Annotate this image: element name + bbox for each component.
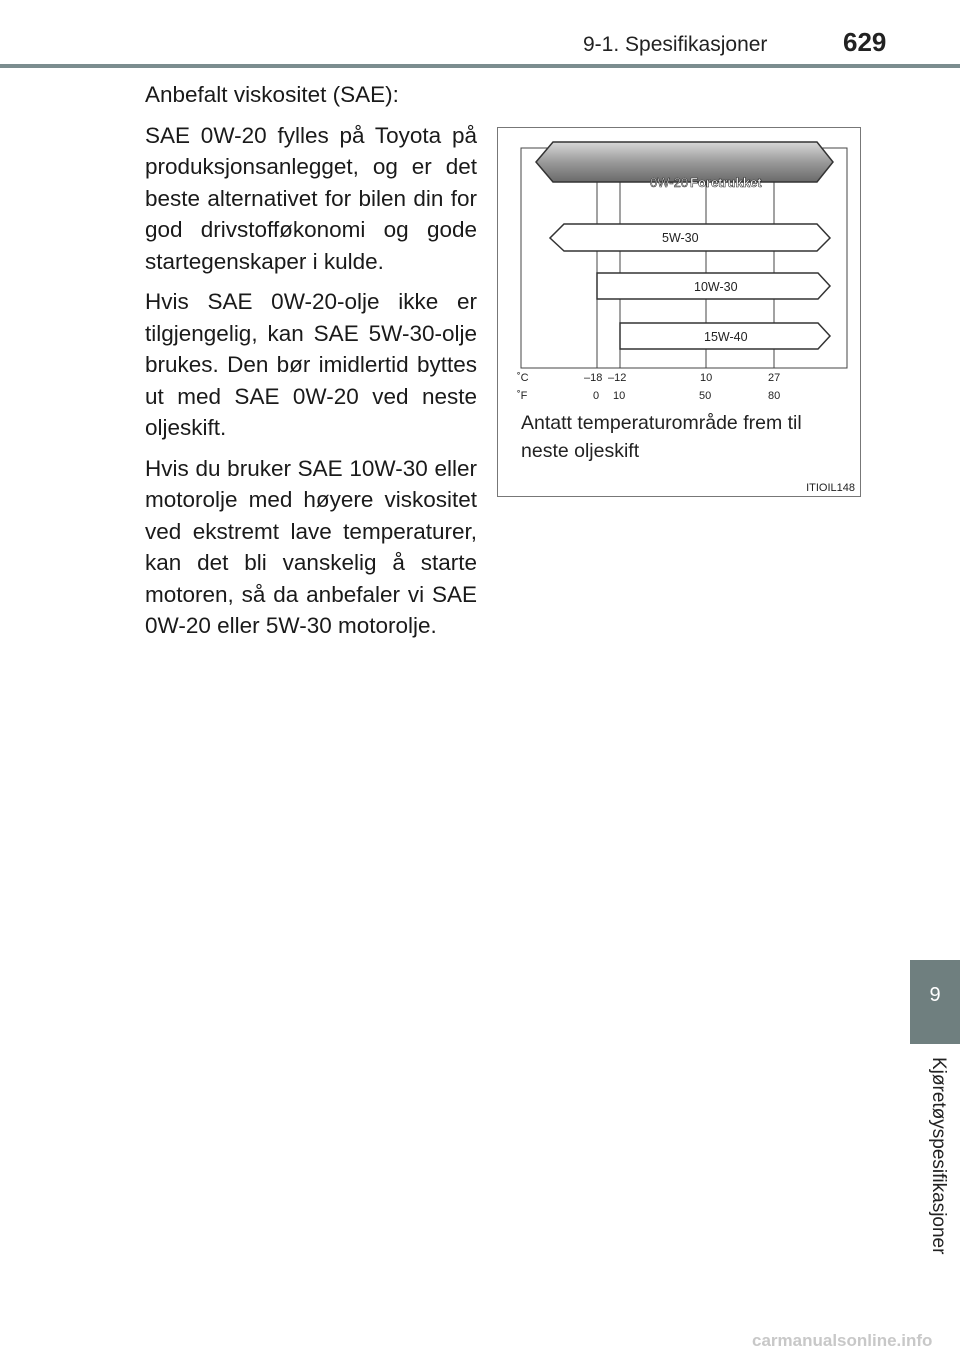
tick-c: –12 — [608, 372, 627, 384]
tick-c: 10 — [700, 372, 713, 384]
bar-label-10w-30: 10W-30 — [694, 280, 738, 294]
fahrenheit-unit: ˚F — [517, 390, 528, 402]
watermark: carmanualsonline.info — [752, 1331, 933, 1350]
tick-f: 50 — [699, 390, 712, 402]
chapter-tab — [910, 960, 960, 1044]
tick-f: 10 — [613, 390, 626, 402]
tick-f: 0 — [593, 390, 600, 402]
body-paragraph-2: Hvis SAE 0W-20-olje ikke er tilgjengelig, kan SAE 5W-30-olje brukes. Den bør imidlertid byttes ut med SAE 0W-20 ved neste oljeskift. — [145, 289, 477, 440]
figure-code: ITIOIL148 — [806, 482, 855, 494]
bar-note-0w-20: Foretrukket — [690, 175, 762, 190]
body-paragraph-3: Hvis du bruker SAE 10W-30 eller motorolje med høyere viskositet ved ekstremt lave temperaturer, kan det bli vanskelig å starte motoren, så da anbefaler vi SAE 0W-20 eller 5W-30 motorolje. — [145, 455, 477, 638]
tick-f: 80 — [768, 390, 781, 402]
body-paragraph-1: SAE 0W-20 fylles på Toyota på produksjonsanlegget, og er det beste alternativet for bilen din for god drivstofføkonomi og gode startegenskaper i kulde. — [145, 122, 477, 274]
section-title: 9-1. Spesifikasjoner — [583, 33, 768, 56]
bar-label-5w-30: 5W-30 — [662, 231, 699, 245]
body-heading: Anbefalt viskositet (SAE): — [145, 82, 399, 107]
body-text — [145, 79, 477, 651]
celsius-unit: ˚C — [517, 372, 529, 384]
viscosity-figure — [497, 127, 861, 497]
page-number: 629 — [843, 27, 887, 57]
bar-label-0w-20: 0W-20 — [650, 175, 689, 190]
bar-label-15w-40: 15W-40 — [704, 330, 748, 344]
tick-c: 27 — [768, 372, 781, 384]
header-rule — [0, 64, 960, 68]
figure-caption: Antatt temperaturområde frem til neste oljeskift — [521, 412, 802, 462]
chapter-label: Kjøretøyspesifikasjoner — [928, 1057, 949, 1255]
chapter-number: 9 — [929, 984, 941, 1006]
tick-c: –18 — [584, 372, 603, 384]
